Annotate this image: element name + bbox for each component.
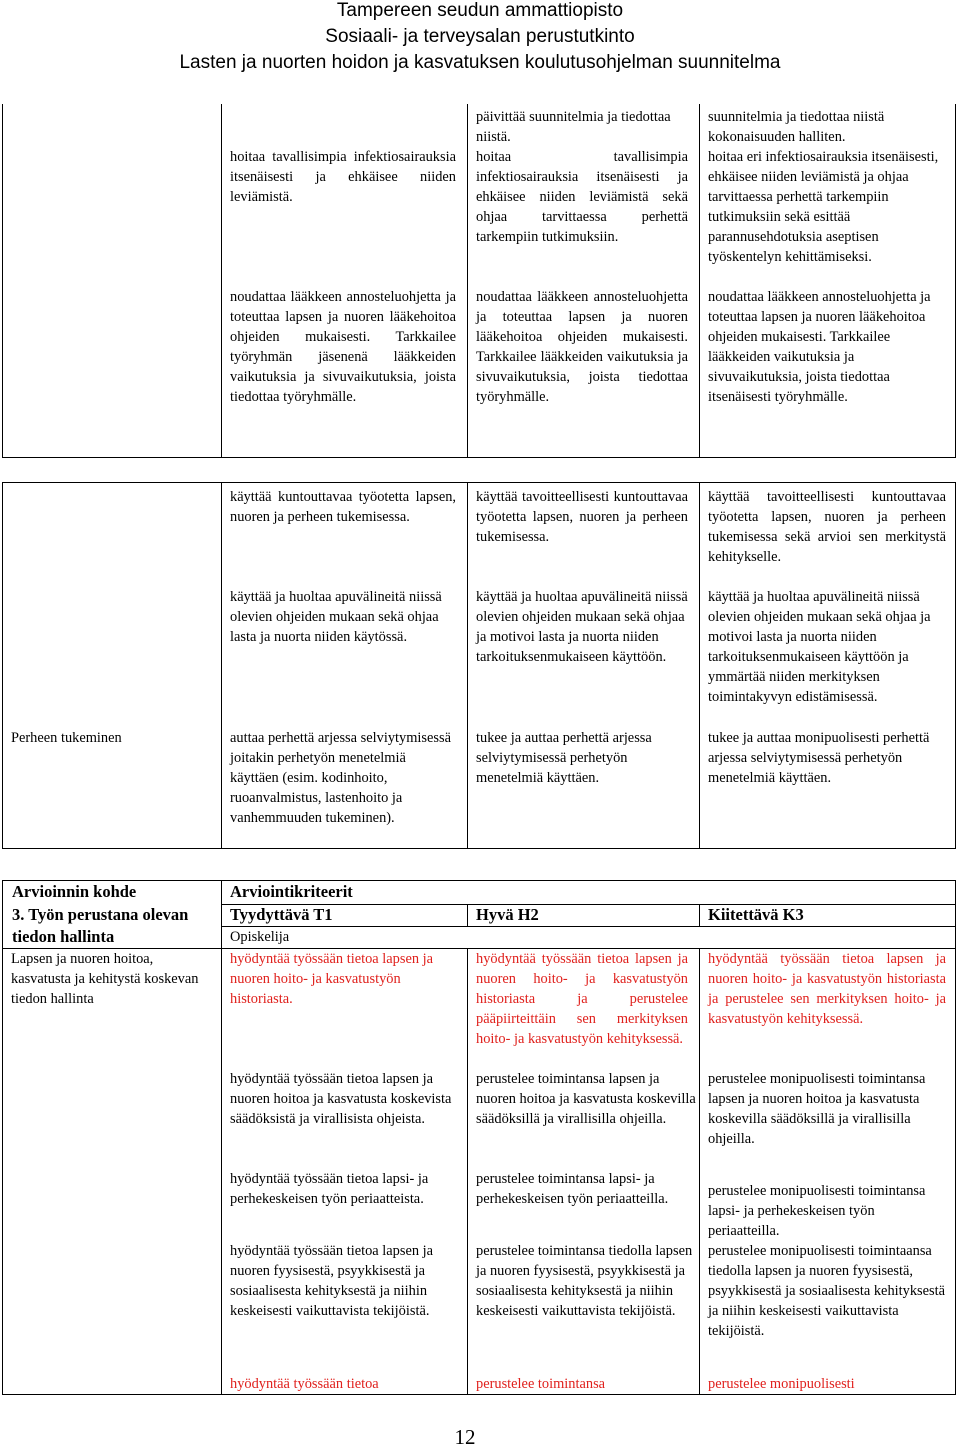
- header-program: Lasten ja nuorten hoidon ja kasvatuksen koulutusohjelman suunnitelma: [179, 52, 781, 73]
- t2-c3-p2: käyttää ja huoltaa apuvälineitä niissä olevien ohjeiden mukaan sekä ohjaa ja motivoi lasta ja nuorta niiden tarkoituksenmukaiseen käyttöön ja ymmärtää niiden merkityksen toimintakyvyn edistämisessä.: [708, 589, 931, 705]
- grade-h2: Hyvä H2: [476, 905, 539, 924]
- t2-topic: Perheen tukeminen: [11, 730, 122, 746]
- t3-c2-p3: perustelee toimintansa lapsi- ja perhekeskeisen työn periaatteilla.: [476, 1171, 669, 1207]
- t1-c2-p0: päivittää suunnitelmia ja tiedottaa niistä.: [476, 109, 671, 145]
- t3-c3-p3: perustelee monipuolisesti toimintansa lapsi- ja perhekeskeisen työn periaatteilla.: [708, 1183, 926, 1239]
- t3-c2-p1: hyödyntää työssään tietoa lapsen ja nuoren hoito- ja kasvatustyön historiasta ja perustelee pääpiirteittäin sen merkityksen hoito- ja kasvatustyön kehityksessä.: [476, 951, 688, 1047]
- t1-c3-p1: hoitaa eri infektiosairauksia itsenäisesti, ehkäisee niiden leviämistä ja ohjaa tarvittaessa perhettä tarkempiin tutkimuksiin sekä esittää parannusehdotuksia aseptisen työskentelyn kehittämiseksi.: [708, 149, 939, 265]
- t2-c2-p3: tukee ja auttaa perhettä arjessa selviytymisessä perhetyön menetelmiä käyttäen.: [476, 730, 652, 786]
- t1-c2-p1: hoitaa tavallisimpia infektiosairauksia itsenäisesti ja ehkäisee niiden leviämistä sekä ohjaa tarvittaessa perhettä tarkempiin tutkimuksiin.: [476, 149, 688, 245]
- t3-c3-p2: perustelee monipuolisesti toimintansa lapsen ja nuoren hoitoa ja kasvatusta koskevilla säädöksillä ja virallisilla ohjeilla.: [708, 1071, 926, 1147]
- t3-c2-p4: perustelee toimintansa tiedolla lapsen ja nuoren fyysisestä, psyykkisestä ja sosiaalisesta kehityksestä ja niihin keskeisesti vaikuttavista tekijöistä.: [476, 1243, 693, 1319]
- t1-c1-p1: hoitaa tavallisimpia infektiosairauksia itsenäisesti ja ehkäisee niiden leviämistä.: [230, 149, 456, 205]
- t3-c3-p4: perustelee monipuolisesti toimintaansa tiedolla lapsen ja nuoren fyysisestä, psyykkisestä ja sosiaalisesta kehityksestä ja niihin keskeisesti vaikuttavista tekijöistä.: [708, 1243, 946, 1339]
- t2-c1-p1: käyttää kuntouttavaa työotetta lapsen, nuoren ja perheen tukemisessa.: [230, 489, 456, 525]
- t3-c1-p4: hyödyntää työssään tietoa lapsen ja nuoren fyysisestä, psyykkisestä ja sosiaalisesta kehityksestä ja niihin keskeisesti vaikuttavista tekijöistä.: [230, 1243, 434, 1319]
- t3-c2-p2: perustelee toimintansa lapsen ja nuoren hoitoa ja kasvatusta koskevilla säädöksillä ja virallisilla ohjeilla.: [476, 1071, 696, 1127]
- student-label: Opiskelija: [230, 929, 290, 945]
- t1-c2-p2: noudattaa lääkkeen annosteluohjetta ja toteuttaa lapsen ja nuoren lääkehoitoa ohjeiden mukaisesti. Tarkkailee lääkkeiden vaikutuksia ja sivuvaikutuksia, joista tiedottaa työryhmälle.: [476, 289, 688, 405]
- t1-c3-p2: noudattaa lääkkeen annosteluohjetta ja toteuttaa lapsen ja nuoren lääkehoitoa ohjeiden mukaisesti. Tarkkailee lääkkeiden vaikutuksia ja sivuvaikutuksia, joista tiedottaa itsenäisesti työryhmälle.: [708, 289, 931, 405]
- t3-c1-p3: hyödyntää työssään tietoa lapsi- ja perhekeskeisen työn periaatteista.: [230, 1171, 429, 1207]
- header-degree: Sosiaali- ja terveysalan perustutkinto: [325, 26, 635, 47]
- t2-c1-p3: auttaa perhettä arjessa selviytymisessä joitakin perhetyön menetelmiä käyttäen (esim. kodinhoito, ruoanvalmistus, lastenhoito ja vanhemmuuden tukeminen).: [230, 730, 451, 826]
- grade-t1: Tyydyttävä T1: [230, 905, 333, 924]
- t3-c1-p5: hyödyntää työssään tietoa: [230, 1376, 379, 1392]
- t2-c3-p1: käyttää tavoitteellisesti kuntouttavaa työotetta lapsen, nuoren ja perheen tukemisessa sekä arvioi sen merkitystä kehitykselle.: [708, 489, 946, 565]
- t2-c3-p3: tukee ja auttaa monipuolisesti perhettä arjessa selviytymisessä perhetyön menetelmiä käyttäen.: [708, 730, 930, 786]
- t1-c1-p2: noudattaa lääkkeen annosteluohjetta ja toteuttaa lapsen ja nuoren lääkehoitoa ohjeiden mukaisesti. Tarkkailee työryhmän jäsenenä lääkkeiden vaikutuksia ja sivuvaikutuksia, joista tiedottaa työryhmälle.: [230, 289, 456, 405]
- t3-c3-p5: perustelee monipuolisesti: [708, 1376, 855, 1392]
- col-header-criteria: Arviointikriteerit: [230, 882, 353, 901]
- page-number: 12: [454, 1425, 476, 1449]
- t3-c1-p2: hyödyntää työssään tietoa lapsen ja nuoren hoitoa ja kasvatusta koskevista säädöksistä ja virallisista ohjeista.: [230, 1071, 452, 1127]
- t1-c3-p0: suunnitelmia ja tiedottaa niistä kokonaisuuden halliten.: [708, 109, 885, 145]
- header-school: Tampereen seudun ammattiopisto: [336, 0, 624, 21]
- t2-c2-p2: käyttää ja huoltaa apuvälineitä niissä olevien ohjeiden mukaan sekä ohjaa ja motivoi lasta ja nuorta niiden tarkoituksenmukaiseen käyttöön.: [476, 589, 688, 665]
- section-title: 3. Työn perustana olevan tiedon hallinta: [12, 905, 189, 946]
- t3-c3-p1: hyödyntää työssään tietoa lapsen ja nuoren hoito- ja kasvatustyön historiasta ja perustelee sen merkityksen hoito- ja kasvatustyön kehityksessä.: [708, 951, 946, 1027]
- t3-c1-p1: hyödyntää työssään tietoa lapsen ja nuoren hoito- ja kasvatustyön historiasta.: [230, 951, 434, 1007]
- t2-c1-p2: käyttää ja huoltaa apuvälineitä niissä olevien ohjeiden mukaan sekä ohjaa lasta ja nuorta niiden käytössä.: [230, 589, 442, 645]
- t3-c2-p5: perustelee toimintansa: [476, 1376, 606, 1392]
- t3-topic: Lapsen ja nuoren hoitoa, kasvatusta ja kehitystä koskevan tiedon hallinta: [11, 951, 199, 1007]
- t2-c2-p1: käyttää tavoitteellisesti kuntouttavaa työotetta lapsen, nuoren ja perheen tukemisessa.: [476, 489, 688, 545]
- col-header-assessment-target: Arvioinnin kohde: [12, 882, 137, 901]
- grade-k3: Kiitettävä K3: [708, 905, 804, 924]
